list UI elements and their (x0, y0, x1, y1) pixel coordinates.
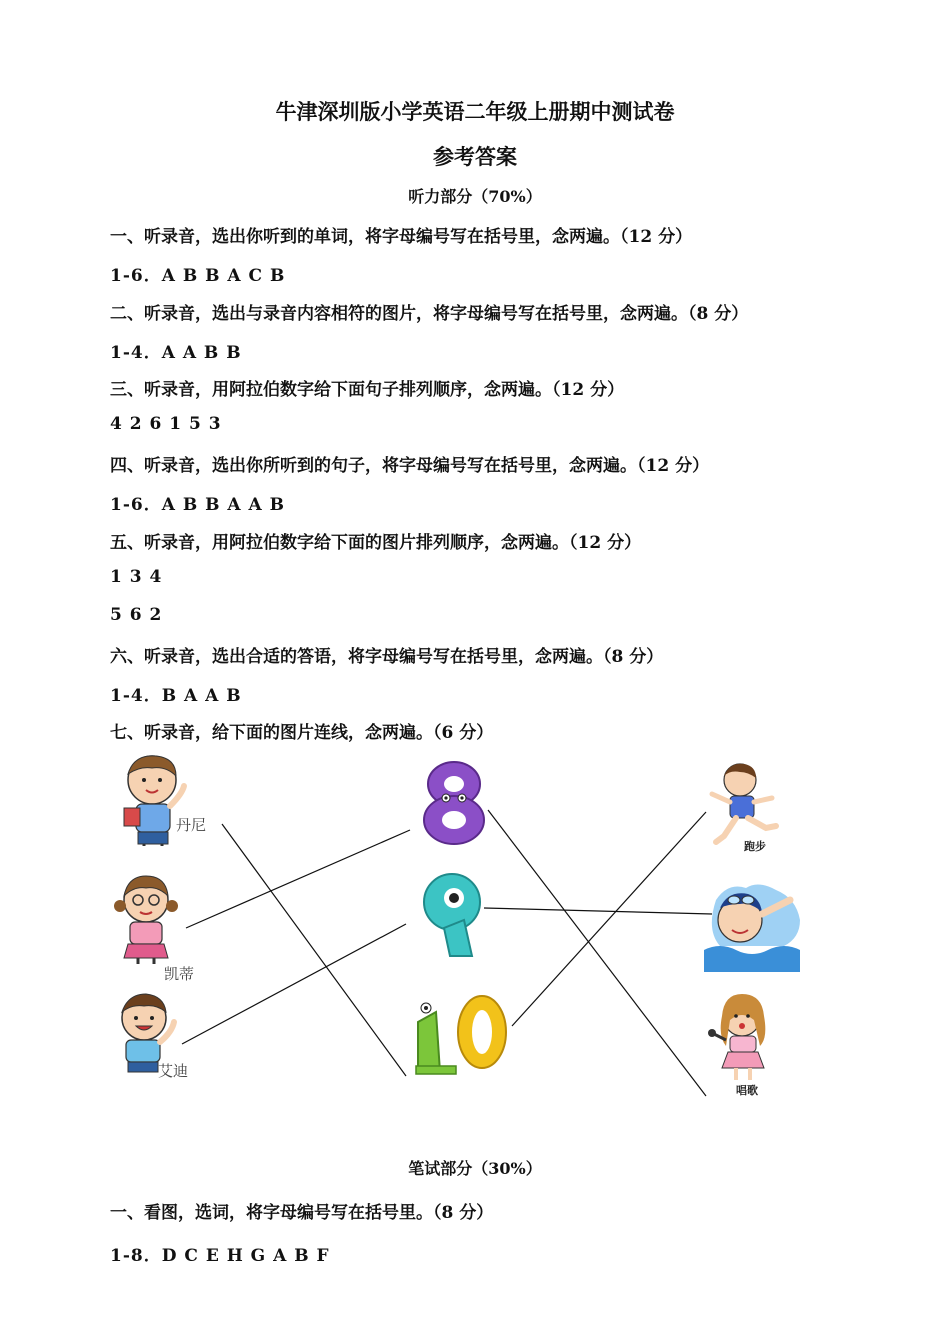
writing-question-1: 一、看图，选词，将字母编号写在括号里。（8 分） (110, 1203, 494, 1223)
number-nine-icon (424, 874, 480, 956)
listening-heading: 听力部分（70%） (408, 187, 542, 206)
answer-4: 1-6．A B B A A B (110, 495, 285, 515)
question-1: 一、听录音，选出你听到的单词，将字母编号写在括号里，念两遍。（12 分） (110, 227, 693, 247)
page-subtitle: 参考答案 (433, 144, 517, 169)
label-running: 跑步 (744, 840, 766, 853)
question-6: 六、听录音，选出合适的答语，将字母编号写在括号里，念两遍。（8 分） (110, 647, 664, 667)
matching-lines (182, 810, 712, 1096)
swimming-boy-icon (704, 884, 800, 972)
label-kitty: 凯蒂 (164, 965, 195, 983)
page-title: 牛津深圳版小学英语二年级上册期中测试卷 (275, 99, 675, 124)
answer-5-row1: 1 3 4 (110, 567, 163, 587)
label-danny: 丹尼 (176, 816, 207, 834)
answer-1: 1-6．A B B A C B (110, 266, 286, 286)
answer-6: 1-4．B A A B (110, 686, 242, 706)
answer-3: 4 2 6 1 5 3 (110, 414, 222, 434)
match-line-eight-sing (488, 810, 706, 1096)
match-line-danny-ten (222, 824, 406, 1076)
question-5: 五、听录音，用阿拉伯数字给下面的图片排列顺序，念两遍。（12 分） (110, 533, 642, 553)
writing-answer-1: 1-8．D C E H G A B F (110, 1246, 330, 1266)
number-ten-icon (416, 996, 506, 1074)
question-2: 二、听录音，选出与录音内容相符的图片，将字母编号写在括号里，念两遍。（8 分） (110, 304, 749, 324)
number-eight-icon (424, 762, 484, 844)
matching-figure-svg (100, 750, 820, 1110)
match-line-kitty-eight (186, 830, 410, 928)
label-singing: 唱歌 (736, 1084, 758, 1097)
question-3: 三、听录音，用阿拉伯数字给下面句子排列顺序，念两遍。（12 分） (110, 380, 625, 400)
writing-heading: 笔试部分（30%） (408, 1159, 542, 1178)
question-7: 七、听录音，给下面的图片连线，念两遍。（6 分） (110, 723, 494, 743)
match-line-ten-run (512, 812, 706, 1026)
match-line-eddie-nine (182, 924, 406, 1044)
label-eddie: 艾迪 (158, 1062, 189, 1080)
matching-figure (100, 750, 820, 1110)
girl-kitty-icon (114, 876, 178, 964)
match-line-nine-swim (484, 908, 712, 914)
boy-danny-icon (124, 756, 184, 846)
question-4: 四、听录音，选出你所听到的句子，将字母编号写在括号里，念两遍。（12 分） (110, 456, 710, 476)
running-boy-icon (712, 764, 776, 842)
singing-girl-icon (708, 994, 765, 1080)
answer-5-row2: 5 6 2 (110, 605, 163, 625)
answer-2: 1-4．A A B B (110, 343, 242, 363)
